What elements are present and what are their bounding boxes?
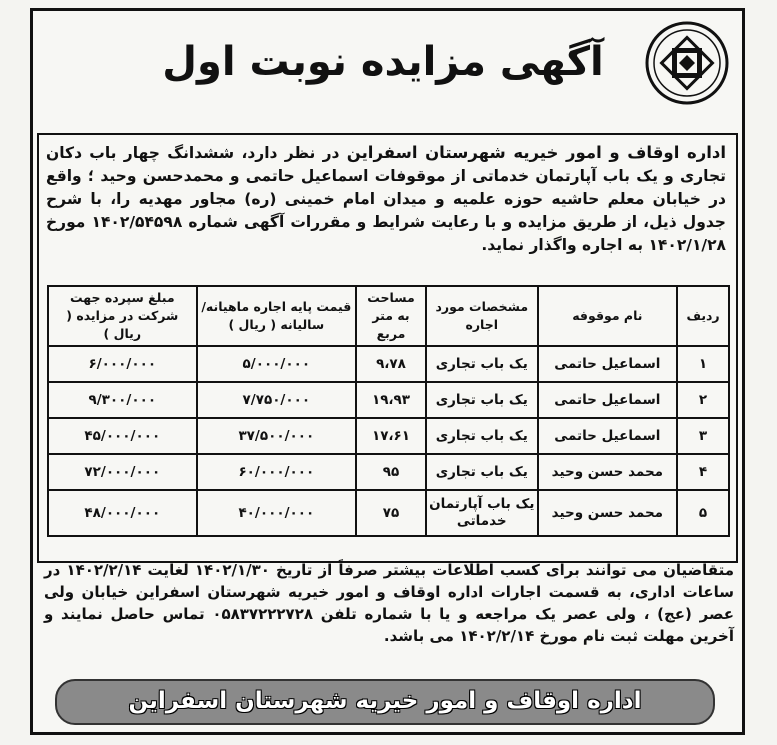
deposit: ۶/۰۰۰/۰۰۰ <box>48 346 197 382</box>
waqf-emblem-icon <box>642 19 732 111</box>
endowment-name: محمد حسن وحید <box>538 490 677 536</box>
notice-frame <box>30 8 745 735</box>
area: ۱۹،۹۳ <box>356 382 426 418</box>
table-row <box>48 346 729 382</box>
table-row <box>48 454 729 490</box>
notice-header <box>33 11 742 133</box>
base-price: ۴۰/۰۰۰/۰۰۰ <box>197 490 356 536</box>
table-header-row <box>48 286 729 346</box>
endowment-name: اسماعیل حاتمی <box>538 346 677 382</box>
base-price: ۶۰/۰۰۰/۰۰۰ <box>197 454 356 490</box>
organization-name: اداره اوقاف و امور خیریه شهرستان اسفراین <box>346 143 726 162</box>
area: ۹۵ <box>356 454 426 490</box>
deposit: ۹/۳۰۰/۰۰۰ <box>48 382 197 418</box>
area: ۹،۷۸ <box>356 346 426 382</box>
header-deposit: مبلغ سپرده جهت شرکت در مزایده ( ریال ) <box>48 286 197 346</box>
area: ۱۷،۶۱ <box>356 418 426 454</box>
endowment-name: اسماعیل حاتمی <box>538 418 677 454</box>
table-row <box>48 418 729 454</box>
lease-spec: یک باب تجاری <box>426 454 538 490</box>
deposit: ۷۲/۰۰۰/۰۰۰ <box>48 454 197 490</box>
notice-title: آگهی مزایده نوبت اول <box>162 39 604 85</box>
table-row <box>48 382 729 418</box>
lease-spec: یک باب تجاری <box>426 418 538 454</box>
intro-paragraph <box>46 141 726 257</box>
lease-spec: یک باب تجاری <box>426 382 538 418</box>
deposit: ۴۸/۰۰۰/۰۰۰ <box>48 490 197 536</box>
footer-paragraph: متقاضیان می توانند برای کسب اطلاعات بیشتر صرفاً از تاریخ ۱۴۰۲/۱/۳۰ لغایت ۱۴۰۲/۲/۱۴ در ساعات اداری، به قسمت اجارات اداره اوقاف و امور خیریه شهرستان اسفراین خیابان ولی عصر (عج) ، ولی عصر یک مراجعه و یا با شماره تلفن ۰۵۸۳۷۲۲۲۷۲۸ تماس حاصل نمایند و آخرین مهلت ثبت نام مورخ ۱۴۰۲/۲/۱۴ می باشد. <box>44 561 734 645</box>
notice-body <box>37 133 738 563</box>
base-price: ۳۷/۵۰۰/۰۰۰ <box>197 418 356 454</box>
lease-table <box>47 285 730 537</box>
row-number: ۳ <box>677 418 729 454</box>
row-number: ۲ <box>677 382 729 418</box>
footer-banner <box>55 679 715 725</box>
endowment-name: اسماعیل حاتمی <box>538 382 677 418</box>
row-number: ۵ <box>677 490 729 536</box>
deposit: ۴۵/۰۰۰/۰۰۰ <box>48 418 197 454</box>
header-lease-specs: مشخصات مورد اجاره <box>426 286 538 346</box>
table-row <box>48 490 729 536</box>
header-area: مساحت به متر مربع <box>356 286 426 346</box>
header-base-price: قیمت پایه اجاره ماهیانه/ سالیانه ( ریال ) <box>197 286 356 346</box>
banner-text: اداره اوقاف و امور خیریه شهرستان اسفراین <box>128 688 642 714</box>
base-price: ۷/۷۵۰/۰۰۰ <box>197 382 356 418</box>
header-endowment-name: نام موقوفه <box>538 286 677 346</box>
base-price: ۵/۰۰۰/۰۰۰ <box>197 346 356 382</box>
lease-spec: یک باب تجاری <box>426 346 538 382</box>
endowment-name: محمد حسن وحید <box>538 454 677 490</box>
row-number: ۱ <box>677 346 729 382</box>
intro-text: در نظر دارد، ششدانگ چهار باب دکان تجاری و یک باب آپارتمان خدماتی از موقوفات اسماعیل حاتمی و محمدحسن وحید ؛ واقع در خیابان معلم حاشیه حوزه علمیه و میدان امام خمینی (ره) مجاور مهدیه را، با شرح جدول ذیل، از طریق مزایده و با رعایت شرایط و مقررات آگهی شماره ۱۴۰۲/۵۴۵۹۸ مورخ ۱۴۰۲/۱/۲۸ به اجاره واگذار نماید. <box>46 144 726 254</box>
area: ۷۵ <box>356 490 426 536</box>
header-row-number: ردیف <box>677 286 729 346</box>
row-number: ۴ <box>677 454 729 490</box>
lease-spec: یک باب آپارتمان خدماتی <box>426 490 538 536</box>
